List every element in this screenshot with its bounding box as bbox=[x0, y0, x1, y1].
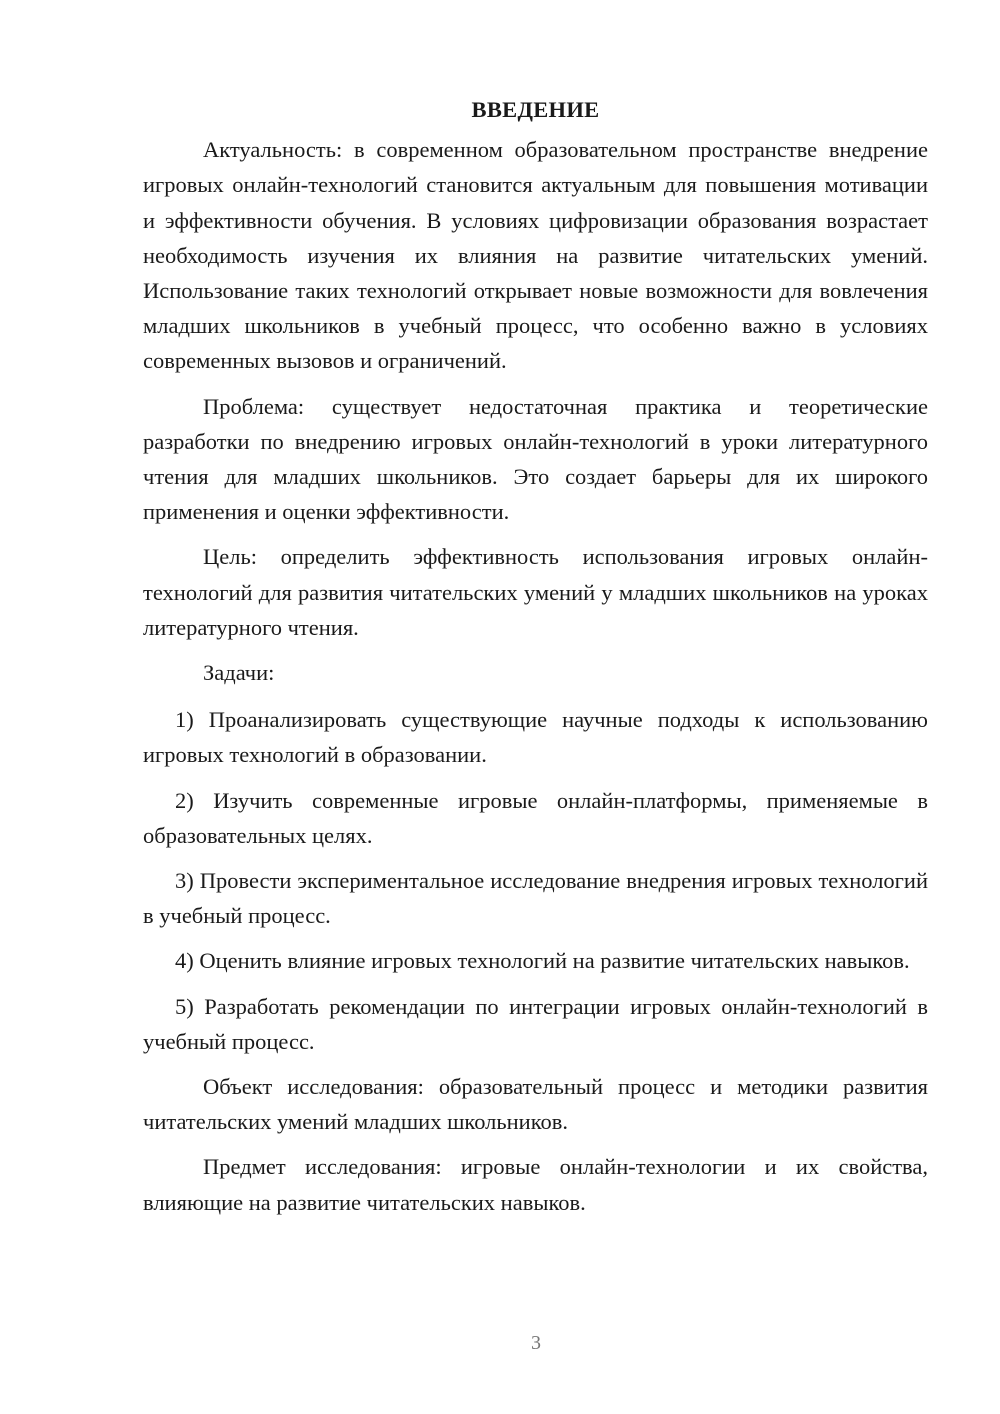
task-item: 1) Проанализировать существующие научные подходы к использованию игровых технологий в образовании. bbox=[143, 707, 928, 768]
problem-paragraph: Проблема: существует недостаточная практика и теоретические разработки по внедрению игровых онлайн-технологий в уроки литературного чтения для младших школьников. Это создает барьеры для их широкого применения и оценки эффективности. bbox=[143, 393, 928, 525]
tasks-label: Задачи: bbox=[203, 660, 275, 686]
section-title: ВВЕДЕНИЕ bbox=[471, 97, 600, 122]
task-item: 4) Оценить влияние игровых технологий на развитие читательских навыков. bbox=[175, 948, 910, 974]
page-content bbox=[143, 92, 928, 1230]
relevance-paragraph: Актуальность: в современном образовательном пространстве внедрение игровых онлайн-технологий становится актуальным для повышения мотивации и эффективности обучения. В условиях цифровизации образования возрастает необходимость изучения их влияния на развитие читательских умений. Использование таких технологий открывает новые возможности для вовлечения младших школьников в учебный процесс, что особенно важно в условиях современных вызовов и ограничений. bbox=[143, 137, 928, 374]
object-paragraph: Объект исследования: образовательный процесс и методики развития читательских умений младших школьников. bbox=[143, 1074, 928, 1135]
subject-paragraph: Предмет исследования: игровые онлайн-технологии и их свойства, влияющие на развитие читательских навыков. bbox=[143, 1154, 928, 1215]
task-item: 2) Изучить современные игровые онлайн-платформы, применяемые в образовательных целях. bbox=[143, 787, 928, 848]
page-number: 3 bbox=[531, 1332, 541, 1354]
task-item: 3) Провести экспериментальное исследование внедрения игровых технологий в учебный процесс. bbox=[143, 868, 928, 929]
goal-paragraph: Цель: определить эффективность использования игровых онлайн-технологий для развития читательских умений у младших школьников на уроках литературного чтения. bbox=[143, 544, 928, 640]
task-item: 5) Разработать рекомендации по интеграции игровых онлайн-технологий в учебный процесс. bbox=[143, 993, 928, 1054]
